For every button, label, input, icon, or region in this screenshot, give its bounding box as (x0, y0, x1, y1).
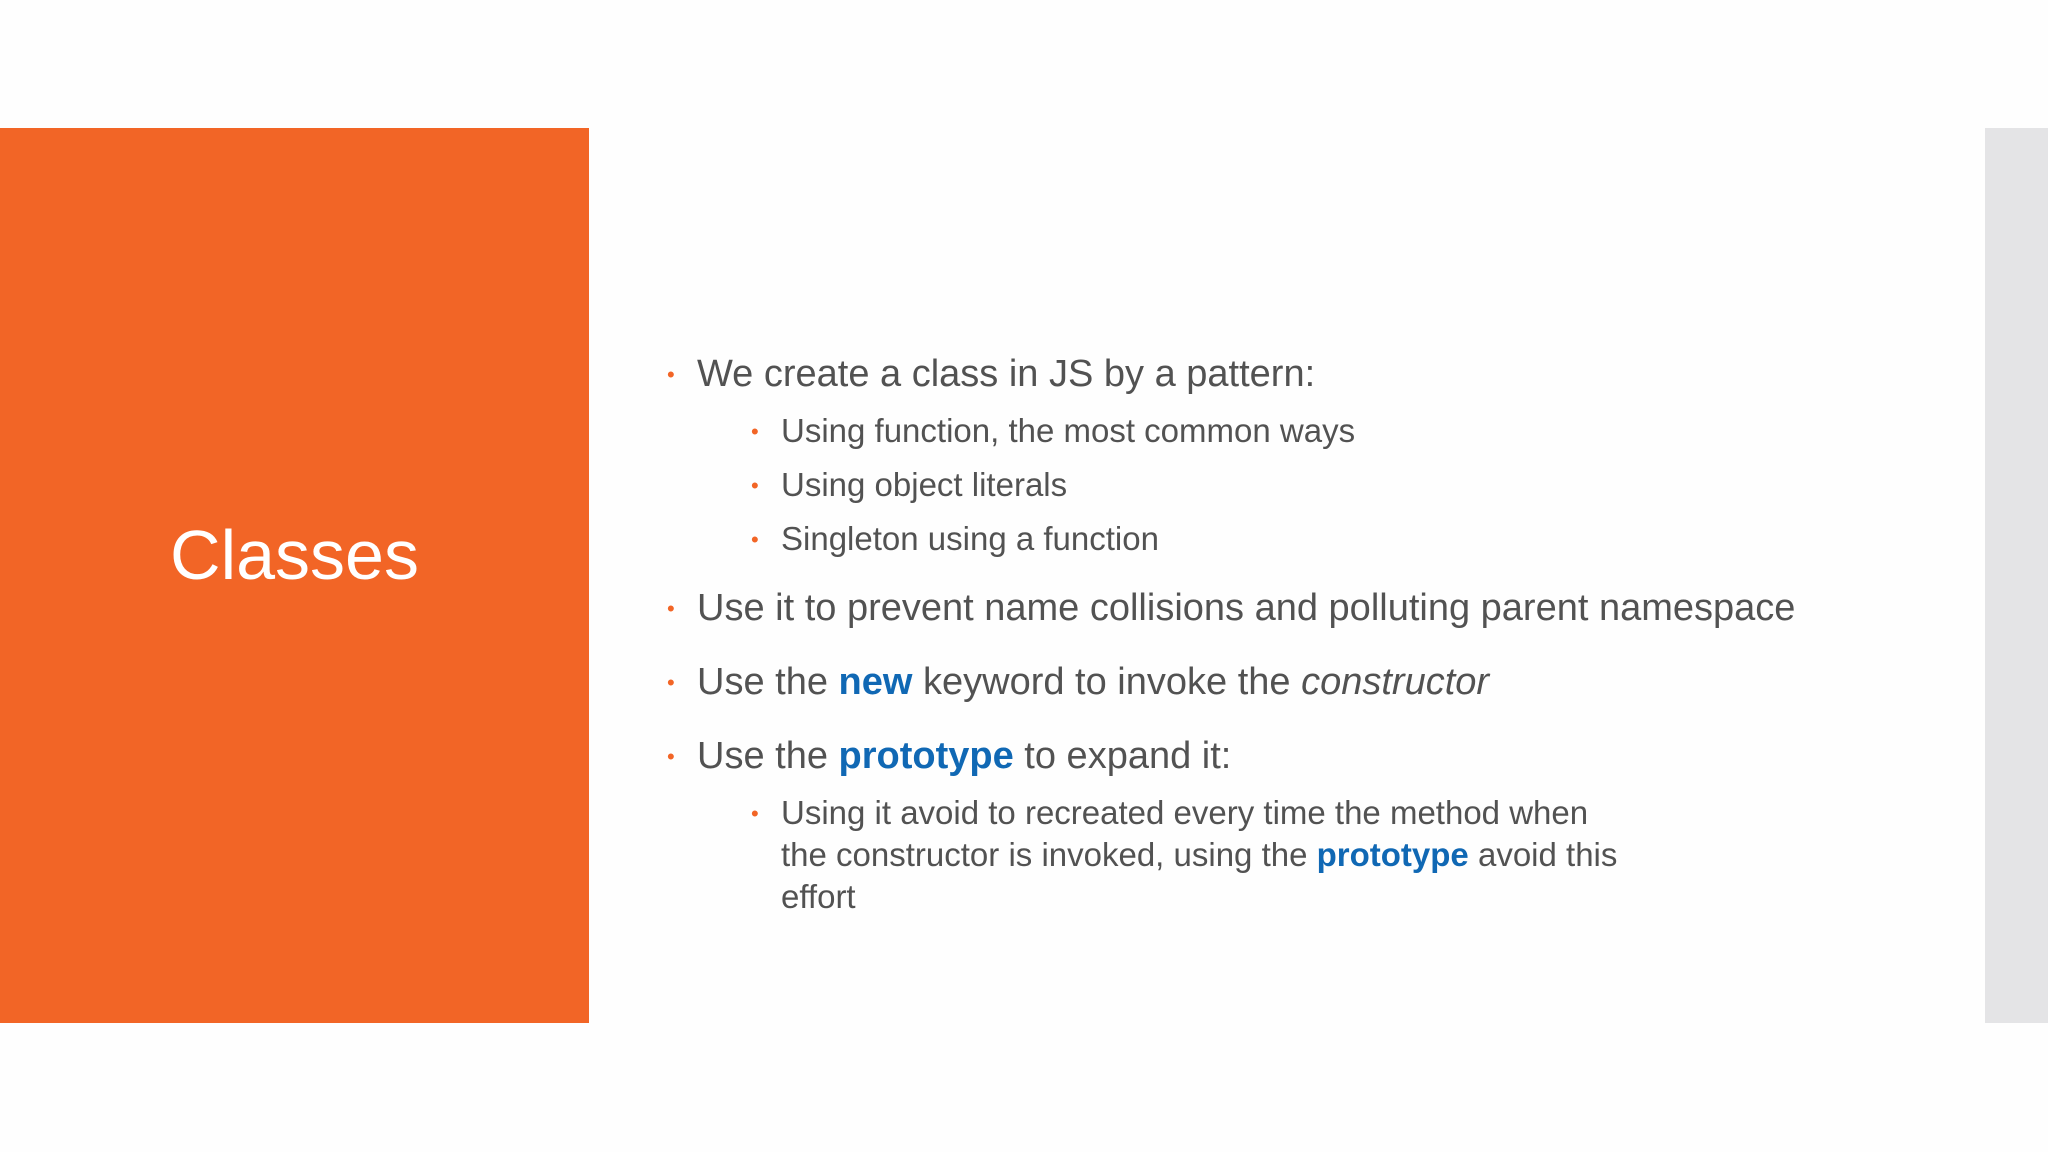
sub-bullet-text-post: avoid this effort (781, 836, 1618, 915)
sub-bullet-item (662, 518, 1962, 560)
bullet-text-post: to expand it: (1013, 735, 1232, 777)
bullet-text: Use it to prevent name collisions and polluting parent namespace (697, 587, 1796, 629)
bullet-icon: • (751, 419, 759, 444)
bullet-icon: • (667, 362, 675, 387)
constructor-emphasis: constructor (1301, 661, 1490, 703)
keyword-new: new (838, 661, 913, 703)
bullet-item (662, 658, 1962, 706)
bullet-item (662, 350, 1962, 398)
bullet-item (662, 584, 1962, 632)
bullet-icon: • (667, 744, 675, 769)
bullet-text-pre: Use the (697, 735, 839, 777)
keyword-prototype: prototype (838, 735, 1014, 777)
keyword-prototype: prototype (1316, 836, 1469, 873)
sub-bullet-text: Using object literals (781, 466, 1068, 503)
bullet-item (662, 732, 1962, 780)
sub-bullet-text-pre: Using it avoid to recreated every time the method when the constructor is invoked, using the (781, 794, 1589, 873)
bullet-icon: • (667, 670, 675, 695)
bullet-list (662, 350, 1962, 918)
bullet-text-pre: Use the (697, 661, 839, 703)
bullet-text: We create a class in JS by a pattern: (697, 353, 1316, 395)
right-edge-bar (1985, 128, 2048, 1023)
bullet-icon: • (751, 473, 759, 498)
sub-bullet-text: Singleton using a function (781, 520, 1159, 557)
sub-bullet-item (662, 410, 1962, 452)
bullet-icon: • (751, 527, 759, 552)
bullet-text-mid: keyword to invoke the (912, 661, 1302, 703)
sub-bullet-item (662, 792, 1641, 918)
bullet-icon: • (751, 801, 759, 826)
sub-bullet-text: Using function, the most common ways (781, 412, 1356, 449)
sub-bullet-item (662, 464, 1962, 506)
slide-title: Classes (170, 516, 419, 594)
bullet-icon: • (667, 596, 675, 621)
